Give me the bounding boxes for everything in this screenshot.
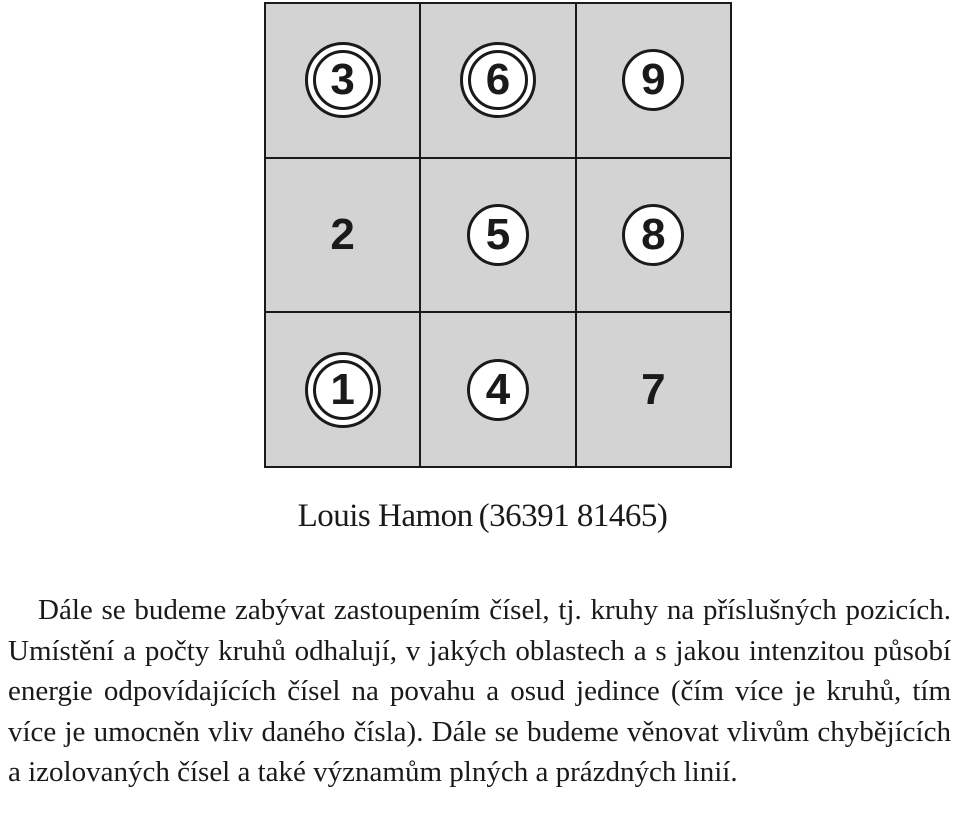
body-paragraph: Dále se budeme zabývat zastoupením čísel, tj. kruhy na příslušných pozicích. Umístění a počty kruhů odhalují, v jakých oblastech a s jakou intenzitou působí energie odpovídajících čísel na povahu a osud jedince (čím více je kruhů, tím více je umocněn vliv daného čísla). Dále se budeme věnovat vlivům chybějících a izolovaných čísel a také významům plných a prázdných linií. — [8, 594, 951, 788]
grid-cell-4 — [421, 313, 574, 466]
outer-circle — [305, 42, 381, 118]
grid-cell-1 — [266, 313, 419, 466]
inner-circle — [468, 50, 528, 110]
cell-number: 4 — [485, 364, 511, 414]
single-circle — [467, 359, 529, 421]
caption-name: Louis Hamon — [297, 498, 473, 534]
cell-number: 2 — [330, 209, 355, 259]
grid-caption — [0, 498, 959, 535]
single-circle — [622, 49, 684, 111]
cell-number: 1 — [330, 364, 355, 414]
grid-cell-8 — [577, 159, 730, 312]
cell-number: 3 — [330, 55, 355, 105]
grid-cell-7 — [577, 313, 730, 466]
cell-number: 8 — [641, 209, 666, 259]
caption-digits: (36391 81465) — [478, 498, 668, 534]
outer-circle — [305, 352, 381, 428]
grid-cell-5 — [421, 159, 574, 312]
single-circle — [467, 204, 529, 266]
numerology-grid — [264, 2, 732, 468]
inner-circle — [313, 360, 373, 420]
cell-number: 9 — [641, 55, 666, 105]
grid-cell-9 — [577, 4, 730, 157]
inner-circle — [313, 50, 373, 110]
outer-circle — [460, 42, 536, 118]
grid-cell-2 — [266, 159, 419, 312]
cell-number: 5 — [485, 209, 511, 259]
cell-number: 6 — [485, 55, 511, 105]
grid-cell-3 — [266, 4, 419, 157]
cell-number: 7 — [641, 364, 666, 414]
grid-cell-6 — [421, 4, 574, 157]
single-circle — [622, 204, 684, 266]
